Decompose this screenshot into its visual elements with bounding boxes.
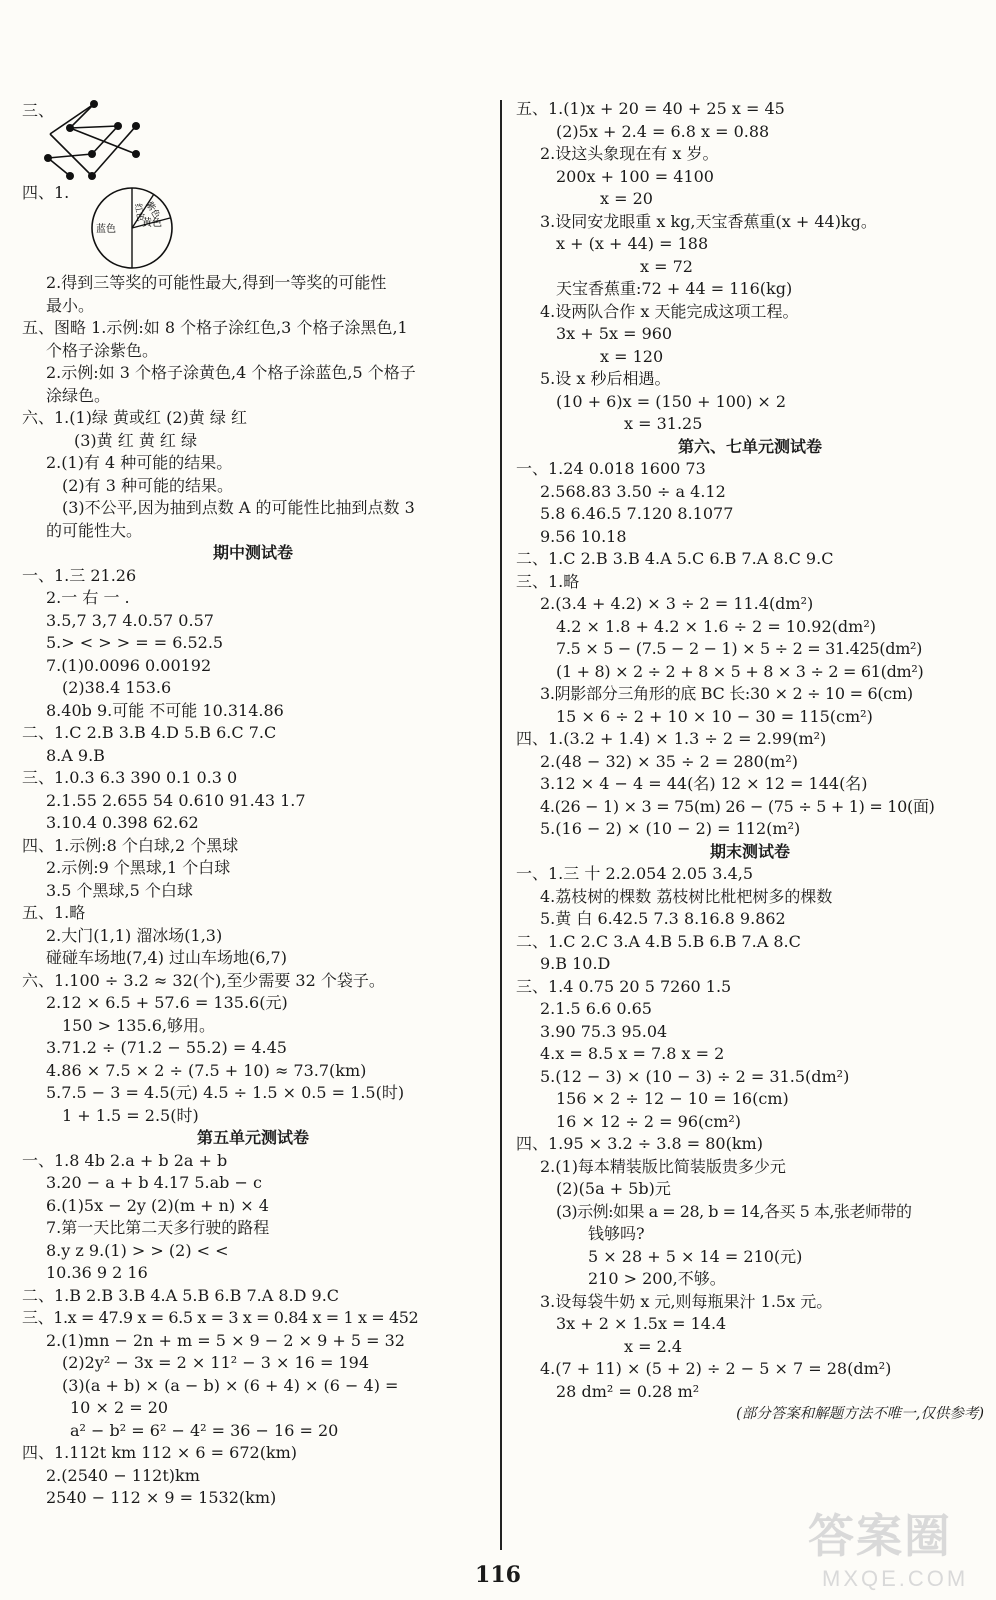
answer-line: 2540 − 112 × 9 = 1532(km) (46, 1488, 277, 1507)
answer-line: (2)(5a + 5b)元 (556, 1179, 671, 1198)
right-block-c (516, 863, 984, 1403)
answer-line: 二、1.C 2.B 3.B 4.A 5.C 6.B 7.A 8.C 9.C (516, 549, 834, 568)
answer-line: 4.86 × 7.5 × 2 ÷ (7.5 + 10) ≈ 73.7(km) (46, 1060, 367, 1080)
answer-line: 一、1.三 21.26 (22, 565, 137, 585)
answer-line: 五、1.(1)x + 20 = 40 + 25 x = 45 (516, 99, 785, 118)
answer-line: 2.大门(1,1) 溜冰场(1,3) (46, 925, 223, 945)
left-block-b (22, 565, 484, 1128)
answer-line: 2.示例:9 个黑球,1 个白球 (46, 858, 231, 877)
answer-line: 3x + 2 × 1.5x = 14.4 (556, 1314, 727, 1333)
column-divider (500, 100, 502, 1550)
answer-line: 3.5 个黑球,5 个白球 (46, 880, 193, 900)
watermark-site-text: MXQE.COM (822, 1566, 969, 1591)
answer-line: 5.(12 − 3) × (10 − 3) ÷ 2 = 31.5(dm²) (540, 1066, 850, 1086)
answer-line: 4.2 × 1.8 + 4.2 × 1.6 ÷ 2 = 10.92(dm²) (556, 616, 876, 636)
answer-line: 2.12 × 6.5 + 57.6 = 135.6(元) (46, 993, 288, 1012)
answer-line: 4.设两队合作 x 天能完成这项工程。 (540, 301, 799, 321)
answer-line: 4.荔枝树的棵数 荔枝树比枇杷树多的棵数 (540, 886, 833, 906)
answer-line: 三、1.略 (516, 571, 580, 591)
answer-line: 四、1.示例:8 个白球,2 个黑球 (22, 835, 239, 855)
answer-line: 200x + 100 = 4100 (556, 166, 714, 186)
answer-line: 2.得到三等奖的可能性最大,得到一等奖的可能性 (46, 273, 387, 292)
answer-line: 2.示例:如 3 个格子涂黄色,4 个格子涂蓝色,5 个格子 (46, 363, 416, 382)
answer-line: 210 > 200,不够。 (588, 1269, 726, 1288)
answer-line: x = 2.4 (624, 1336, 683, 1356)
answer-line: (2)有 3 种可能的结果。 (62, 475, 234, 495)
answer-line: 5 × 28 + 5 × 14 = 210(元) (588, 1246, 803, 1266)
spinner-pie-figure (68, 184, 198, 274)
answer-line: 8.A 9.B (46, 745, 105, 765)
answer-line: 二、1.C 2.C 3.A 4.B 5.B 6.B 7.A 8.C (516, 931, 801, 951)
section-heading: 期中测试卷 (212, 543, 293, 562)
answer-line: 3.5,7 3,7 4.0.57 0.57 (46, 610, 214, 630)
answer-line: (2)38.4 153.6 (62, 678, 172, 697)
answer-line: 2.设这头象现在有 x 岁。 (540, 144, 719, 163)
answer-line: 4.(7 + 11) × (5 + 2) ÷ 2 − 5 × 7 = 28(dm²) (540, 1359, 892, 1378)
answer-line: 2.568.83 3.50 ÷ a 4.12 (540, 481, 726, 501)
answer-line: 3.阴影部分三角形的底 BC 长:30 × 2 ÷ 10 = 6(cm) (540, 684, 913, 703)
answer-line: (3)不公平,因为抽到点数 A 的可能性比抽到点数 3 (62, 498, 415, 517)
answer-line: 8.y z 9.(1) > > (2) < < (46, 1240, 229, 1260)
answer-line: x = 72 (640, 256, 693, 276)
pie-label-red: 红色 (132, 202, 146, 223)
answer-line: 4.x = 8.5 x = 7.8 x = 2 (540, 1044, 725, 1063)
answer-line: 3.90 75.3 95.04 (540, 1021, 668, 1041)
answer-line: 个格子涂紫色。 (46, 340, 159, 360)
answer-line: 2.1.55 2.655 54 0.610 91.43 1.7 (46, 790, 306, 810)
answer-line: 三、1.4 0.75 20 5 7260 1.5 (516, 976, 732, 996)
section-label-3: 三、 (22, 101, 55, 120)
answer-line: 四、1.112t km 112 × 6 = 672(km) (22, 1443, 298, 1462)
section-heading: 第五单元测试卷 (196, 1128, 309, 1147)
watermark-logo-text: 答案圈 (808, 1510, 952, 1562)
answer-line: 六、1.(1)绿 黄或红 (2)黄 绿 红 (22, 408, 247, 427)
answer-line: 9.B 10.D (540, 954, 611, 973)
answer-line: 一、1.三 十 2.2.054 2.05 3.4,5 (516, 864, 754, 883)
answer-line: 四、1.95 × 3.2 ÷ 3.8 = 80(km) (516, 1134, 763, 1153)
answer-line: 3.10.4 0.398 62.62 (46, 813, 199, 832)
answer-line: 2.(3.4 + 4.2) × 3 ÷ 2 = 11.4(dm²) (540, 594, 814, 613)
pie-label-blue: 蓝色 (96, 224, 116, 235)
right-column (516, 98, 984, 1426)
answer-line: 1 + 1.5 = 2.5(时) (62, 1105, 199, 1125)
section-heading: 第六、七单元测试卷 (677, 436, 822, 456)
answer-line: 二、1.B 2.B 3.B 4.A 5.B 6.B 7.A 8.D 9.C (22, 1285, 340, 1305)
answer-line: 最小。 (46, 295, 95, 315)
answer-line: 5.8 6.46.5 7.120 8.1077 (540, 504, 734, 523)
answer-line: 5.设 x 秒后相遇。 (540, 369, 671, 388)
answer-line: 4.(26 − 1) × 3 = 75(m) 26 − (75 ÷ 5 + 1) = 10(面) (540, 796, 935, 816)
answer-line: 7.(1)0.0096 0.00192 (46, 655, 212, 675)
answer-line: 10.36 9 2 16 (46, 1263, 148, 1282)
answer-line: 钱够吗? (588, 1224, 645, 1243)
answer-line: 四、1.(3.2 + 1.4) × 1.3 ÷ 2 = 2.99(m²) (516, 729, 827, 748)
left-column (22, 98, 484, 1510)
answer-line: 3.20 − a + b 4.17 5.ab − c (46, 1173, 262, 1192)
answer-line: 6.(1)5x − 2y (2)(m + n) × 4 (46, 1195, 269, 1215)
answer-line: 三、1.0.3 6.3 390 0.1 0.3 0 (22, 768, 238, 787)
answer-line: 15 × 6 ÷ 2 + 10 × 10 − 30 = 115(cm²) (556, 706, 873, 726)
answer-line: (3)黄 红 黄 红 绿 (74, 430, 198, 450)
section-label-4: 四、1. (22, 183, 70, 202)
answer-line: 5.黄 白 6.42.5 7.3 8.16.8 9.862 (540, 909, 786, 928)
answer-line: x = 120 (600, 346, 664, 366)
answer-line: a² − b² = 6² − 4² = 36 − 16 = 20 (70, 1420, 339, 1440)
answer-line: 一、1.24 0.018 1600 73 (516, 459, 706, 478)
disclaimer-note: (部分答案和解题方法不唯一,仅供参考) (736, 1406, 984, 1422)
answer-line: 2.1.5 6.6 0.65 (540, 999, 652, 1018)
answer-line: 3x + 5x = 960 (556, 324, 673, 343)
answer-line: (2)2y² − 3x = 2 × 11² − 3 × 16 = 194 (62, 1353, 369, 1372)
left-block-c (22, 1150, 484, 1510)
answer-line: 五、1.略 (22, 903, 86, 922)
answer-line: 的可能性大。 (46, 520, 143, 540)
answer-line: x = 20 (600, 189, 653, 208)
page-number: 116 (475, 1562, 521, 1588)
matching-section (22, 98, 484, 182)
answer-line: 5.> < > > = = 6.52.5 (46, 633, 224, 652)
answer-line: (3)示例:如果 a = 28, b = 14,各买 5 本,张老师带的 (556, 1201, 912, 1221)
answer-line: x = 31.25 (624, 414, 703, 433)
answer-line: 150 > 135.6,够用。 (62, 1015, 216, 1035)
answer-line: 7.第一天比第二天多行驶的路程 (46, 1218, 270, 1237)
answer-line: 三、1.x = 47.9 x = 6.5 x = 3 x = 0.84 x = 1 x = 452 (22, 1308, 419, 1327)
answer-line: 碰碰车场地(7,4) 过山车场地(6,7) (46, 948, 287, 967)
answer-line: 2.一 右 一 . (46, 588, 130, 607)
answer-line: 2.(1)每本精装版比简装版贵多少元 (540, 1156, 786, 1176)
answer-line: 7.5 × 5 − (7.5 − 2 − 1) × 5 ÷ 2 = 31.425(dm²) (556, 639, 923, 658)
answer-line: 5.7.5 − 3 = 4.5(元) 4.5 ÷ 1.5 × 0.5 = 1.5(时) (46, 1083, 405, 1102)
answer-line: 9.56 10.18 (540, 526, 627, 546)
answer-line: 天宝香蕉重:72 + 44 = 116(kg) (556, 279, 793, 298)
answer-line: (10 + 6)x = (150 + 100) × 2 (556, 391, 787, 411)
answer-line: x + (x + 44) = 188 (556, 234, 709, 253)
answer-line: 5.(16 − 2) × (10 − 2) = 112(m²) (540, 819, 801, 838)
answer-line: (3)(a + b) × (a − b) × (6 + 4) × (6 − 4) = (62, 1375, 399, 1395)
answer-line: 2.(2540 − 112t)km (46, 1465, 200, 1485)
pie-label-purple: 紫色 (143, 200, 162, 221)
right-block-b (516, 458, 984, 841)
answer-line: 16 × 12 ÷ 2 = 96(cm²) (556, 1111, 742, 1131)
pie-label-yellow: 黄色 (142, 218, 162, 229)
answer-line: 8.40b 9.可能 不可能 10.314.86 (46, 700, 284, 720)
answer-line: 六、1.100 ÷ 3.2 ≈ 32(个),至少需要 32 个袋子。 (22, 970, 385, 990)
answer-line: 3.设每袋牛奶 x 元,则每瓶果汁 1.5x 元。 (540, 1291, 833, 1311)
answer-line: 涂绿色。 (46, 385, 111, 405)
answer-line: (1 + 8) × 2 ÷ 2 + 8 × 5 + 8 × 3 ÷ 2 = 61(dm²) (556, 661, 924, 681)
answer-line: 3.12 × 4 − 4 = 44(名) 12 × 12 = 144(名) (540, 774, 868, 793)
answer-line: 3.71.2 ÷ (71.2 − 55.2) = 4.45 (46, 1038, 287, 1057)
section-heading: 期末测试卷 (709, 841, 790, 861)
answer-line: 一、1.8 4b 2.a + b 2a + b (22, 1150, 228, 1170)
spinner-section (22, 182, 484, 272)
answer-line: 2.(1)有 4 种可能的结果。 (46, 453, 233, 472)
answer-line: 2.(1)mn − 2n + m = 5 × 9 − 2 × 9 + 5 = 32 (46, 1330, 405, 1350)
answer-line: 2.(48 − 32) × 35 ÷ 2 = 280(m²) (540, 751, 798, 771)
answer-line: 156 × 2 ÷ 12 − 10 = 16(cm) (556, 1089, 789, 1108)
answer-line: 3.设同安龙眼重 x kg,天宝香蕉重(x + 44)kg。 (540, 211, 877, 231)
answer-line: 五、图略 1.示例:如 8 个格子涂红色,3 个格子涂黑色,1 (22, 318, 408, 337)
answer-line: 10 × 2 = 20 (70, 1398, 169, 1417)
left-block-a (22, 272, 484, 542)
watermark (808, 1500, 968, 1592)
answer-line: 二、1.C 2.B 3.B 4.D 5.B 6.C 7.C (22, 723, 277, 742)
right-block-a (516, 98, 984, 436)
answer-line: (2)5x + 2.4 = 6.8 x = 0.88 (556, 121, 770, 141)
answer-line: 28 dm² = 0.28 m² (556, 1381, 700, 1401)
